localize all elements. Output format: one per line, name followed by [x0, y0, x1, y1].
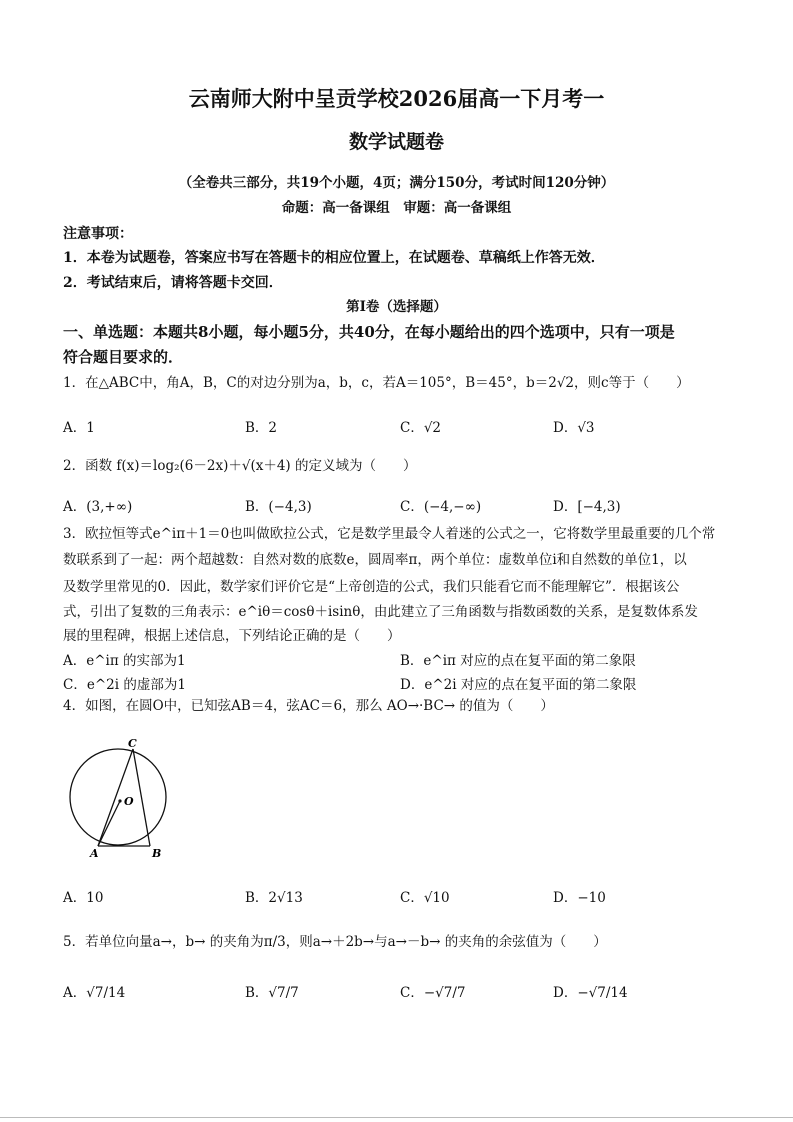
- q1-option-a: A．1: [63, 420, 95, 436]
- label-b: B: [152, 847, 162, 860]
- center-point: [118, 799, 121, 802]
- question-5-stem: 5．若单位向量a→，b→ 的夹角为π/3，则a→＋2b→与a→－b→ 的夹角的余弦值为（ ）: [63, 934, 607, 950]
- segment-ao: [98, 801, 120, 846]
- q3-option-a: A．e^iπ 的实部为1: [63, 653, 186, 669]
- section-header: 一、单选题：本题共8小题，每小题5分，共40分，在每小题给出的四个选项中，只有一项是: [63, 323, 675, 341]
- question-4-stem: 4．如图，在圆O中，已知弦AB＝4，弦AC＝6，那么 AO→·BC→ 的值为（ ）: [63, 698, 554, 714]
- q4-option-b: B．2√13: [245, 890, 303, 906]
- q5-option-c: C．−√7/7: [400, 985, 466, 1001]
- exam-setters: 命题：高一备课组 审题：高一备课组: [281, 200, 512, 216]
- notes-heading: 注意事项：: [63, 226, 133, 242]
- note-item: 1．本卷为试题卷，答案应书写在答题卡的相应位置上，在试题卷、草稿纸上作答无效．: [63, 250, 605, 266]
- q4-option-d: D．−10: [553, 890, 606, 906]
- q3-option-b: B．e^iπ 对应的点在复平面的第二象限: [400, 653, 636, 669]
- question-3-stem: 3．欧拉恒等式e^iπ＋1＝0也叫做欧拉公式，它是数学里最令人着迷的公式之一，它将数学里最重要的几个常: [63, 526, 716, 542]
- label-c: C: [128, 737, 137, 750]
- page-bottom-border: [0, 1117, 793, 1118]
- q1-option-b: B．2: [245, 420, 278, 436]
- q5-option-d: D．−√7/14: [553, 985, 628, 1001]
- q3-option-c: C．e^2i 的虚部为1: [63, 677, 186, 693]
- q4-option-c: C．√10: [400, 890, 450, 906]
- q4-option-a: A．10: [63, 890, 104, 906]
- question-3-stem: 及数学里常见的0．因此，数学家们评价它是“上帝创造的公式，我们只能看它而不能理解它”．根据该公: [63, 579, 680, 595]
- q2-option-a: A．(3,+∞): [63, 499, 133, 515]
- question-3-stem: 数联系到了一起：两个超越数：自然对数的底数e，圆周率π，两个单位：虚数单位i和自然数的单位1，以: [63, 552, 687, 568]
- chord-bc: [133, 749, 150, 846]
- circle-o: [70, 749, 166, 845]
- q5-option-b: B．√7/7: [245, 985, 299, 1001]
- question-1-stem: 1．在△ABC中，角A，B，C的对边分别为a，b，c，若A＝105°，B＝45°，b＝2√2，则c等于（ ）: [63, 375, 690, 391]
- q2-option-d: D．[−4,3): [553, 499, 621, 515]
- q1-option-d: D．√3: [553, 420, 595, 436]
- exam-subtitle: 数学试题卷: [348, 131, 444, 153]
- question-2-stem: 2．函数 f(x)＝log₂(6－2x)＋√(x＋4) 的定义域为（ ）: [63, 458, 417, 474]
- q3-option-d: D．e^2i 对应的点在复平面的第二象限: [400, 677, 637, 693]
- label-a: A: [90, 847, 99, 860]
- note-item: 2．考试结束后，请将答题卡交回．: [63, 275, 283, 291]
- section-header-cont: 符合题目要求的．: [63, 348, 184, 366]
- label-o: O: [124, 795, 134, 808]
- question-3-stem: 展的里程碑，根据上述信息，下列结论正确的是（ ）: [63, 628, 401, 644]
- exam-info: （全卷共三部分，共19个小题，4页；满分150分，考试时间120分钟）: [178, 175, 615, 191]
- q5-option-a: A．√7/14: [63, 985, 126, 1001]
- circle-figure: [60, 735, 180, 860]
- q2-option-c: C．(−4,−∞): [400, 499, 482, 515]
- exam-title: 云南师大附中呈贡学校2026届高一下月考一: [188, 86, 605, 111]
- question-3-stem: 式，引出了复数的三角表示：e^iθ＝cosθ＋isinθ，由此建立了三角函数与指数函数的关系，是复数体系发: [63, 604, 698, 620]
- part-title: 第Ⅰ卷（选择题）: [346, 299, 447, 315]
- q1-option-c: C．√2: [400, 420, 442, 436]
- q2-option-b: B．(−4,3): [245, 499, 312, 515]
